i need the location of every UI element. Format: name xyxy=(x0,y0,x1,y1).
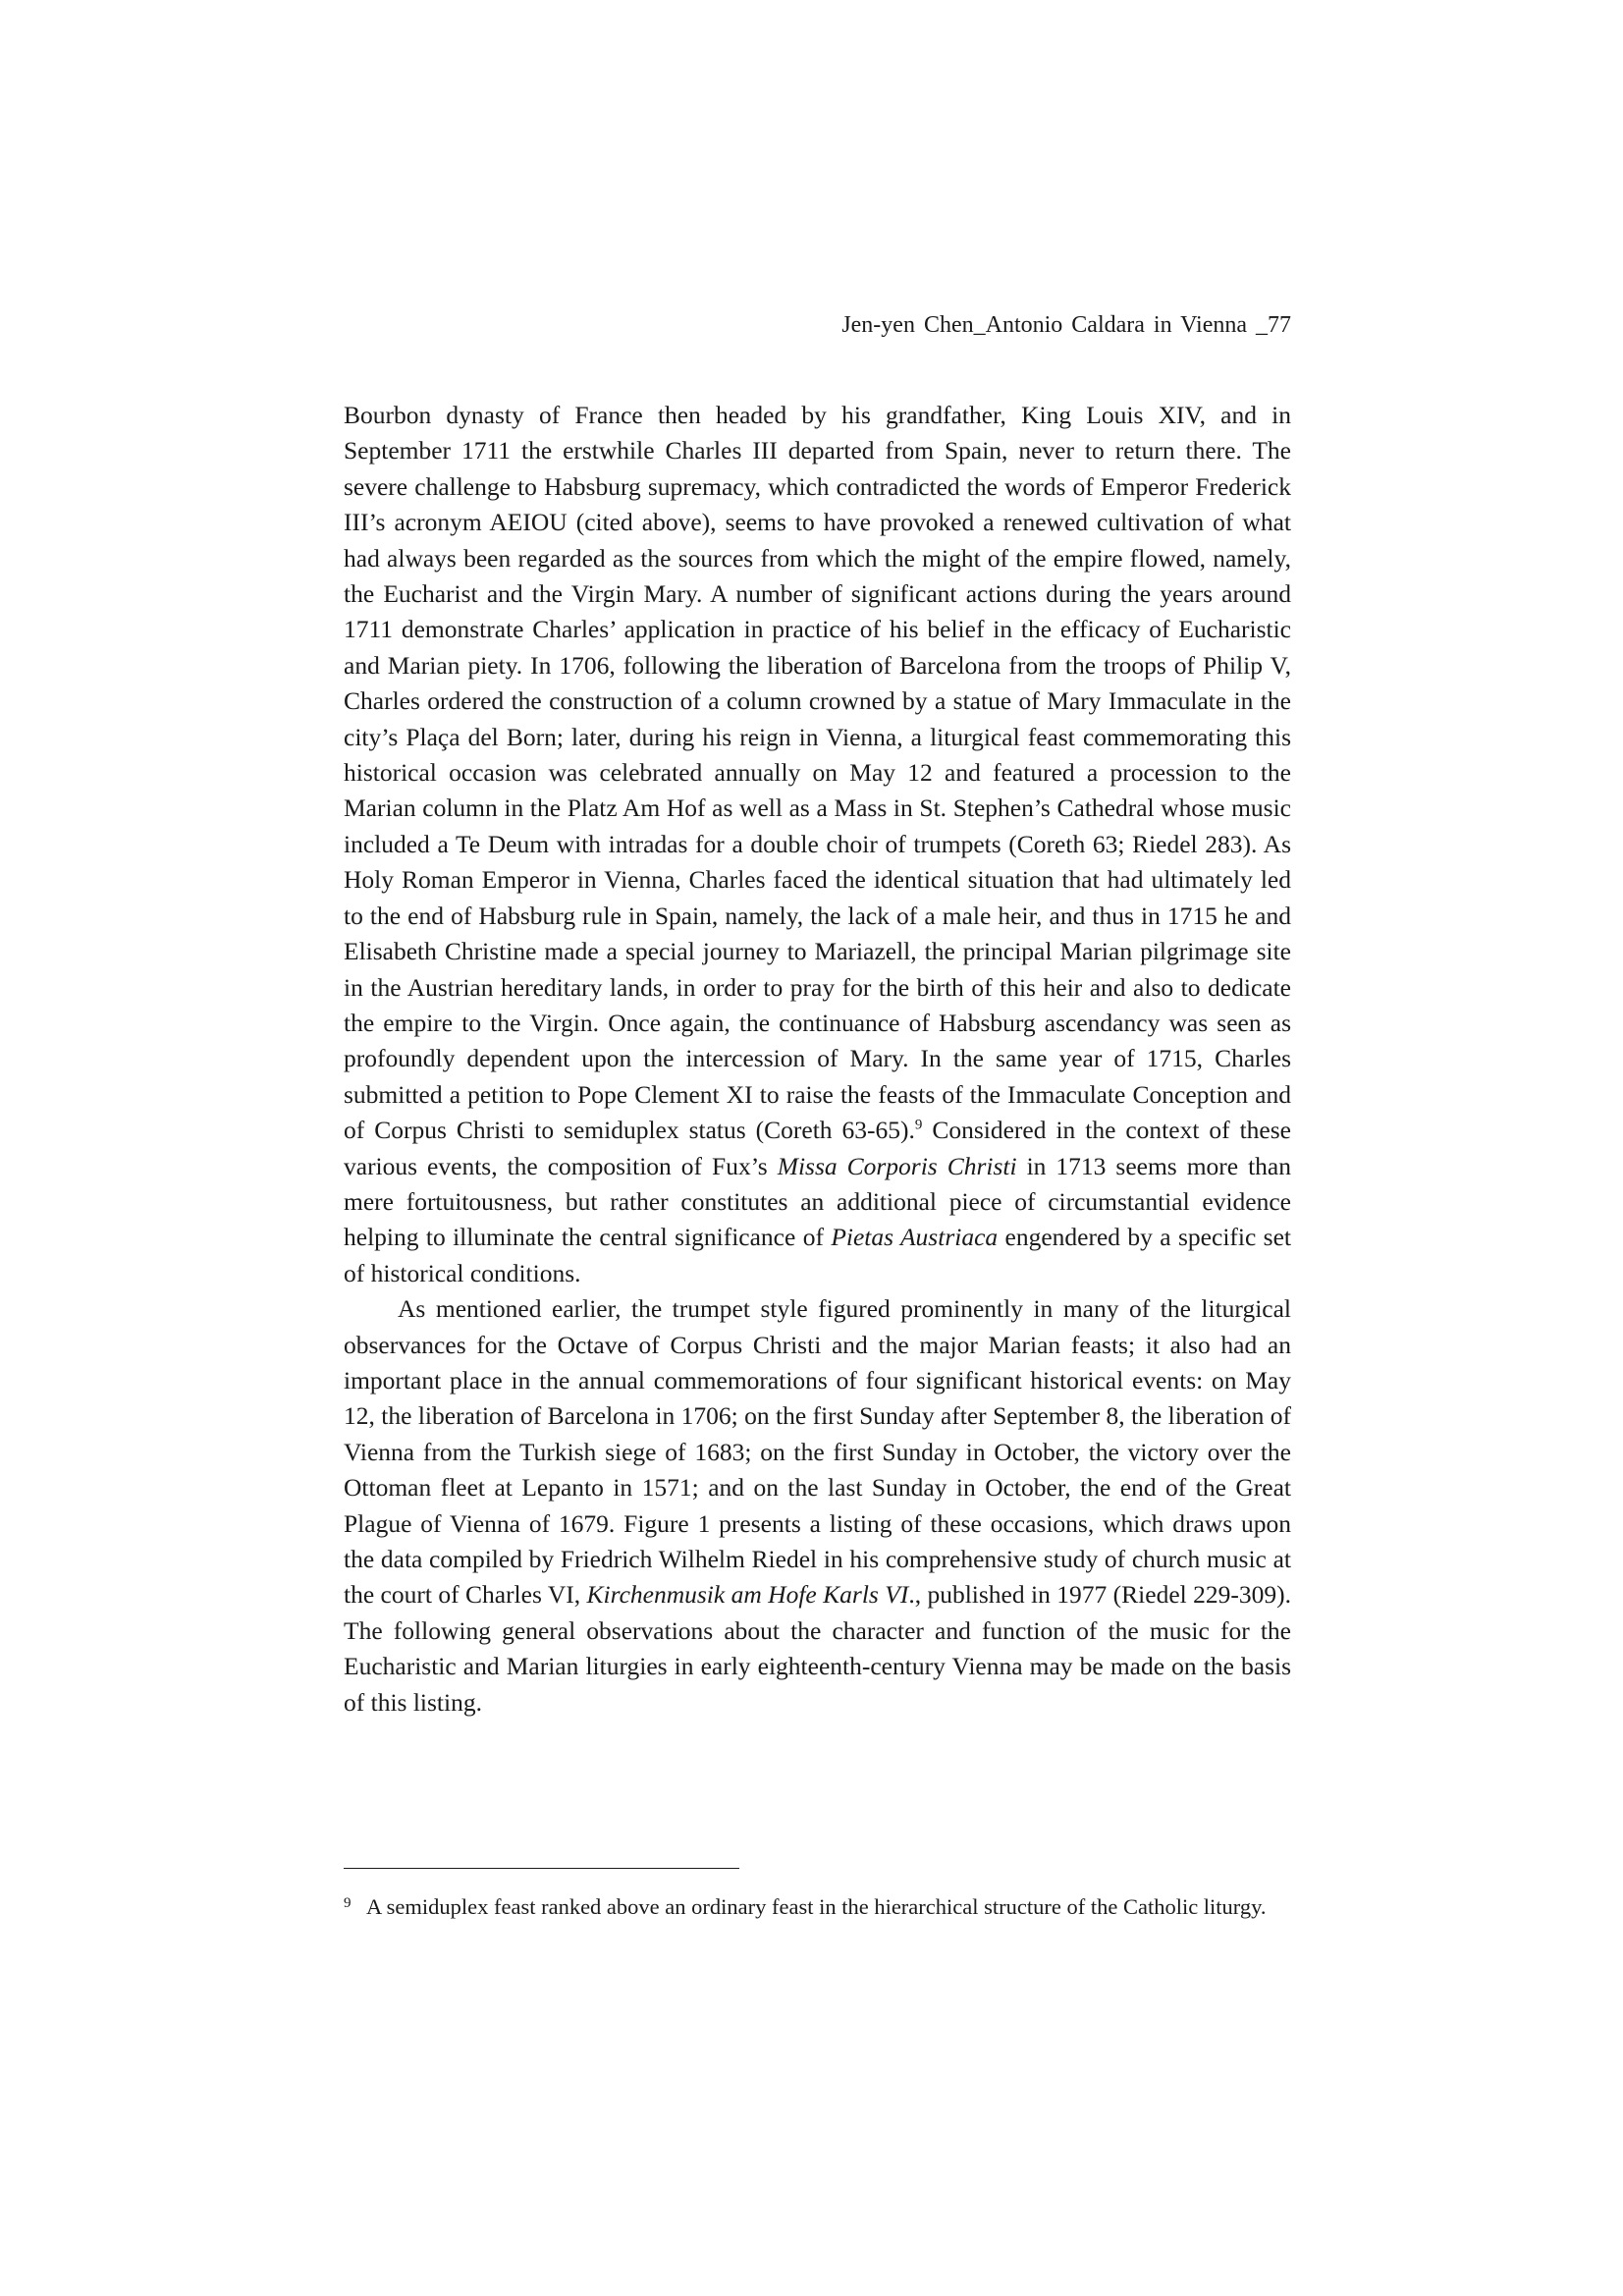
paragraph-1-text-d: engendered by a specific set of historical conditions. xyxy=(344,1223,1291,1287)
paragraph-1 xyxy=(344,398,1291,1291)
footnote-number: 9 xyxy=(344,1895,352,1911)
paragraph-2-text-a: As mentioned earlier, the trumpet style figured prominently in many of the liturgical observances for the Octave of Corpus Christi and the major Marian feasts; it also had an important place in the annual commemorations of four significant historical events: on May 12, the liberation of Barcelona in 1706; on the first Sunday after September 8, the liberation of Vienna from the Turkish siege of 1683; on the first Sunday in October, the victory over the Ottoman fleet at Lepanto in 1571; and on the last Sunday in October, the end of the Great Plague of Vienna of 1679. Figure 1 presents a listing of these occasions, which draws upon the data compiled by Friedrich Wilhelm Riedel in his comprehensive study of church music at the court of Charles VI, xyxy=(344,1294,1291,1610)
work-title-missa-corporis-christi: Missa Corporis Christi xyxy=(777,1151,1017,1180)
term-pietas-austriaca: Pietas Austriaca xyxy=(831,1223,999,1252)
footnote-divider xyxy=(344,1868,739,1869)
running-head: Jen-yen Chen_Antonio Caldara in Vienna _77 xyxy=(841,312,1291,338)
book-title-kirchenmusik: Kirchenmusik am Hofe Karls VI xyxy=(586,1580,909,1610)
paragraph-2-text-b: ., published in 1977 (Riedel 229-309). The following general observations about the character and function of the music for the Eucharistic and Marian liturgies in early eighteenth-century Vienna may be made on the basis of this listing. xyxy=(344,1580,1291,1717)
body-text xyxy=(344,398,1291,1721)
paragraph-1-text-b: Considered in the context of these various events, the composition of Fux’s xyxy=(344,1116,1291,1180)
footnote-text: A semiduplex feast ranked above an ordinary feast in the hierarchical structure of the Catholic liturgy. xyxy=(366,1894,1267,1919)
paragraph-2 xyxy=(344,1291,1291,1721)
paragraph-1-text-a: Bourbon dynasty of France then headed by his grandfather, King Louis XIV, and in September 1711 the erstwhile Charles III departed from Spain, never to return there. The severe challenge to Habsburg supremacy, which contradicted the words of Emperor Frederick III’s acronym AEIOU (cited above), seems to have provoked a renewed cultivation of what had always been regarded as the sources from which the might of the empire flowed, namely, the Eucharist and the Virgin Mary. A number of significant actions during the years around 1711 demonstrate Charles’ application in practice of his belief in the efficacy of Eucharistic and Marian piety. In 1706, following the liberation of Barcelona from the troops of Philip V, Charles ordered the construction of a column crowned by a statue of Mary Immaculate in the city’s Plaça del Born; later, during his reign in Vienna, a liturgical feast commemorating this historical occasion was celebrated annually on May 12 and featured a procession to the Marian column in the Platz Am Hof as well as a Mass in St. Stephen’s Cathedral whose music included a Te Deum with intradas for a double choir of trumpets (Coreth 63; Riedel 283). As Holy Roman Emperor in Vienna, Charles faced the identical situation that had ultimately led to the end of Habsburg rule in Spain, namely, the lack of a male heir, and thus in 1715 he and Elisabeth Christine made a special journey to Mariazell, the principal Marian pilgrimage site in the Austrian hereditary lands, in order to pray for the birth of this heir and also to dedicate the empire to the Virgin. Once again, the continuance of Habsburg ascendancy was seen as profoundly dependent upon the intercession of Mary. In the same year of 1715, Charles submitted a petition to Pope Clement XI to raise the feasts of the Immaculate Conception and of Corpus Christi to semiduplex status (Coreth 63-65). xyxy=(344,401,1291,1145)
footnote-reference-9[interactable]: 9 xyxy=(914,1117,923,1133)
paragraph-1-text-c: in 1713 seems more than mere fortuitousness, but rather constitutes an additional piece of circumstantial evidence helping to illuminate the central significance of xyxy=(344,1151,1291,1252)
footnote-9 xyxy=(344,1889,1291,1925)
